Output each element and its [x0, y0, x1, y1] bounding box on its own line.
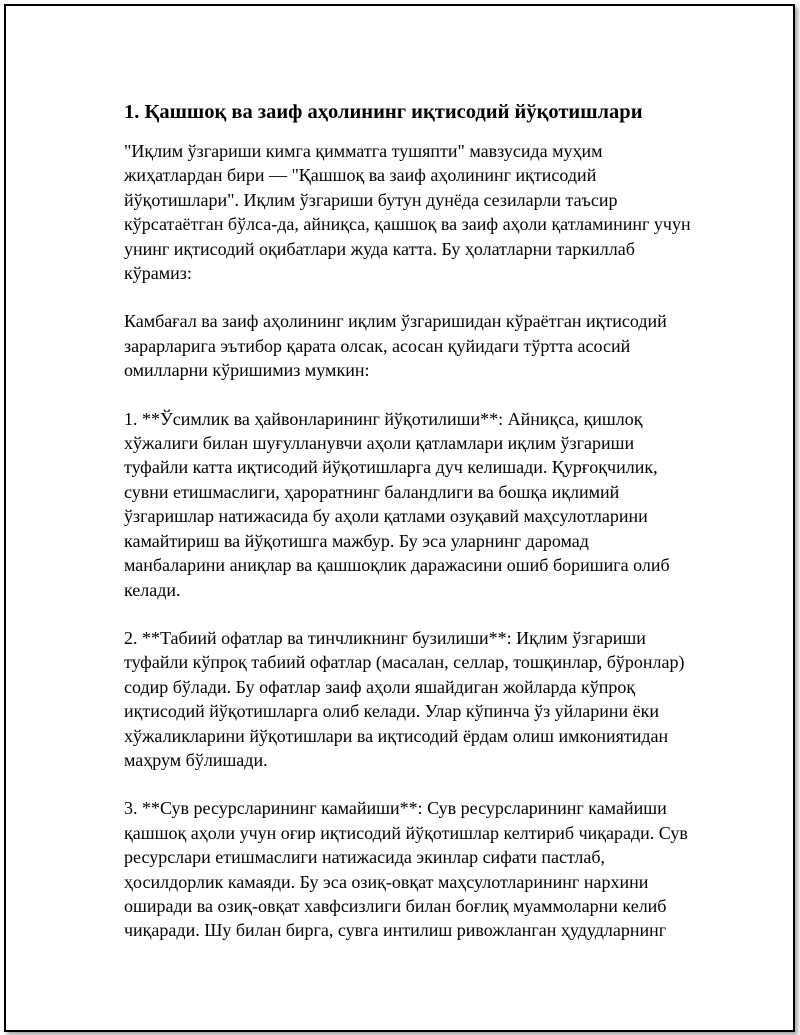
document-page — [4, 4, 795, 1032]
factor-2-paragraph: 2. **Табиий офатлар ва тинчликнинг бузилиши**: Иқлим ўзгариши туфайли кўпроқ табиий офатлар (масалан, селлар, тошқинлар, бўронлар) содир бўлади. Бу офатлар заиф аҳоли яшайдиган жойларда кўпроқ иқтисодий йўқотишларга олиб келади. Улар кўпинча ўз уйларини ёки хўжаликларини йўқотишлари ва иқтисодий ёрдам олиш имкониятидан маҳрум бўлишади. — [124, 627, 685, 770]
factors-intro-paragraph: Камбағал ва заиф аҳолининг иқлим ўзгаришидан кўраётган иқтисодий зарарларига эътибор қарата олсак, асосан қуйидаги тўртта асосий омилларни кўришимиз мумкин: — [124, 311, 667, 381]
document-body — [124, 99, 694, 967]
intro-paragraph: "Иқлим ўзгариши кимга қимматга тушяпти" мавзусида муҳим жиҳатлардан бири — "Қашшоқ ва заиф аҳолининг иқтисодий йўқотишлари". Иқлим ўзгариши бутун дунёда сезиларли таъсир кўрсатаётган бўлса-да, айниқса, қашшоқ ва заиф аҳоли қатламининг учун унинг иқтисодий оқибатлари жуда катта. Бу ҳолатларни таркиллаб кўрамиз: — [124, 141, 691, 284]
factor-1-paragraph: 1. **Ўсимлик ва ҳайвонларининг йўқотилиши**: Айниқса, қишлоқ хўжалиги билан шуғулланувчи аҳоли қатламлари иқлим ўзгариши туфайли катта иқтисодий йўқотишларга дуч келишади. Қурғоқчилик, сувни етишмаслиги, ҳароратнинг баландлиги ва бошқа иқлимий ўзгаришлар натижасида бу аҳоли қатлами озуқавий маҳсулотларини камайтириш ва йўқотишга мажбур. Бу эса уларнинг даромад манбаларини аниқлар ва қашшоқлик даражасини ошиб боришига олиб келади. — [124, 408, 670, 600]
factor-3-paragraph: 3. **Сув ресурсларининг камайиши**: Сув ресурсларининг камайиши қашшоқ аҳоли учун оғир иқтисодий йўқотишлар келтириб чиқаради. Сув ресурслари етишмаслиги натижасида экинлар сифати пастлаб, ҳосилдорлик камаяди. Бу эса озиқ-овқат маҳсулотларининг нархини оширади ва озиқ-овқат хавфсизлиги билан боғлиқ муаммоларни келиб чиқаради. Шу билан бирга, сувга интилиш ривожланган ҳудудларнинг — [124, 798, 688, 941]
section-heading: 1. Қашшоқ ва заиф аҳолининг иқтисодий йўқотишлари — [124, 101, 643, 123]
